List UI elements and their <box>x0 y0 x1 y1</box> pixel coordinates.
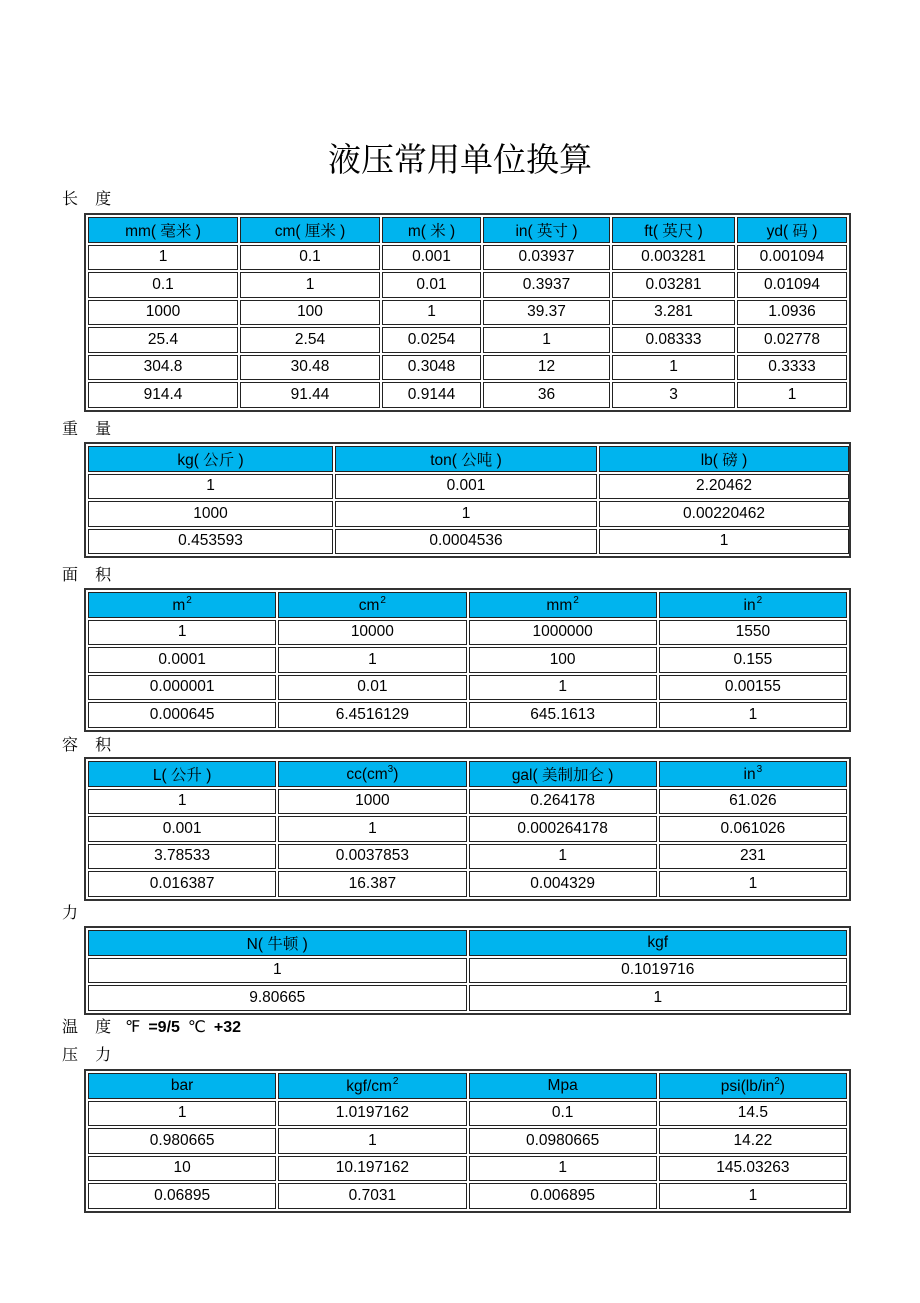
table-cell: 1000000 <box>469 620 657 646</box>
header-cell: $m^2$ <box>88 592 276 618</box>
header-row <box>88 761 847 787</box>
table-cell: 1000 <box>88 501 333 527</box>
header-cell: Mpa <box>469 1073 657 1099</box>
table-cell: 0.0980665 <box>469 1128 657 1154</box>
table-row <box>88 474 849 500</box>
table-cell: 1 <box>469 844 657 870</box>
table-cell: 0.006895 <box>469 1183 657 1209</box>
page-title: 液压常用单位换算 <box>328 140 592 179</box>
table-cell: 0.980665 <box>88 1128 276 1154</box>
temperature-offset: +32 <box>213 1019 242 1036</box>
table-row <box>88 529 849 555</box>
table-cell: 0.264178 <box>469 789 657 815</box>
header-cell: kgf/$cm^2$ <box>278 1073 466 1099</box>
header-cell: kgf <box>469 930 848 956</box>
table-cell: 0.0004536 <box>335 529 597 555</box>
table-cell: 61.026 <box>659 789 847 815</box>
temperature-formula: =9/5 <box>148 1019 180 1036</box>
table-cell: 645.1613 <box>469 702 657 728</box>
table-cell: 0.061026 <box>659 816 847 842</box>
table-cell: 145.03263 <box>659 1156 847 1182</box>
table-cell: 0.0001 <box>88 647 276 673</box>
table-row <box>88 1156 847 1182</box>
header-cell: N( 牛顿 ) <box>88 930 467 956</box>
table-cell: 0.1 <box>88 272 238 298</box>
table-cell: 2.20462 <box>599 474 849 500</box>
table-cell: 231 <box>659 844 847 870</box>
table-cell: 0.001 <box>335 474 597 500</box>
table-cell: 14.22 <box>659 1128 847 1154</box>
table-cell: 0.1 <box>469 1101 657 1127</box>
table-cell: 1 <box>88 958 467 984</box>
length-section-label: 长 度 <box>62 189 118 208</box>
pressure-table <box>86 1071 849 1211</box>
pressure-section-label: 压 力 <box>62 1045 118 1064</box>
table-cell: 10 <box>88 1156 276 1182</box>
table-cell: 1 <box>469 675 657 701</box>
table-cell: 10000 <box>278 620 466 646</box>
table-row <box>88 272 847 298</box>
table-cell: 0.001094 <box>737 245 847 271</box>
table-row <box>88 871 847 897</box>
table-cell: 6.4516129 <box>278 702 466 728</box>
table-cell: 1550 <box>659 620 847 646</box>
table-cell: 0.155 <box>659 647 847 673</box>
table-cell: 0.06895 <box>88 1183 276 1209</box>
force-section-label: 力 <box>62 903 85 922</box>
header-cell: mm( 毫米 ) <box>88 217 238 243</box>
table-cell: 1 <box>483 327 610 353</box>
table-cell: 30.48 <box>240 355 380 381</box>
header-row <box>88 930 847 956</box>
length-table-frame <box>84 213 851 412</box>
pressure-table-frame <box>84 1069 851 1213</box>
table-row <box>88 789 847 815</box>
table-cell: 1 <box>88 474 333 500</box>
header-cell: $cc(cm^3)$ <box>278 761 466 787</box>
table-cell: 1000 <box>278 789 466 815</box>
table-cell: 100 <box>240 300 380 326</box>
header-cell: L( 公升 ) <box>88 761 276 787</box>
table-cell: 25.4 <box>88 327 238 353</box>
celsius-unit: ℃ <box>187 1017 206 1036</box>
table-row <box>88 620 847 646</box>
table-row <box>88 985 847 1011</box>
force-table <box>86 928 849 1013</box>
table-cell: 0.001 <box>88 816 276 842</box>
header-row <box>88 592 847 618</box>
table-cell: 0.000264178 <box>469 816 657 842</box>
table-cell: 16.387 <box>278 871 466 897</box>
header-cell: yd( 码 ) <box>737 217 847 243</box>
header-row <box>88 1073 847 1099</box>
table-cell: 1 <box>659 1183 847 1209</box>
table-cell: 1 <box>612 355 735 381</box>
table-row <box>88 1128 847 1154</box>
table-cell: 1 <box>469 1156 657 1182</box>
table-cell: 0.003281 <box>612 245 735 271</box>
table-cell: 12 <box>483 355 610 381</box>
header-cell: ft( 英尺 ) <box>612 217 735 243</box>
table-cell: 1 <box>88 1101 276 1127</box>
table-cell: 9.80665 <box>88 985 467 1011</box>
table-row <box>88 1101 847 1127</box>
table-row <box>88 844 847 870</box>
table-cell: 1.0936 <box>737 300 847 326</box>
temperature-line <box>62 1014 241 1037</box>
volume-table-frame <box>84 757 851 901</box>
table-cell: 0.01 <box>278 675 466 701</box>
table-cell: 0.0037853 <box>278 844 466 870</box>
table-cell: 36 <box>483 382 610 408</box>
length-table <box>86 215 849 410</box>
table-cell: 0.453593 <box>88 529 333 555</box>
table-row <box>88 501 849 527</box>
table-cell: 1 <box>88 789 276 815</box>
header-row <box>88 446 849 472</box>
table-cell: 91.44 <box>240 382 380 408</box>
header-cell: $psi(lb/in^2)$ <box>659 1073 847 1099</box>
table-row <box>88 327 847 353</box>
header-cell: gal( 美制加仑 ) <box>469 761 657 787</box>
table-cell: 0.02778 <box>737 327 847 353</box>
header-cell: ton( 公吨 ) <box>335 446 597 472</box>
table-cell: 3 <box>612 382 735 408</box>
table-cell: 0.016387 <box>88 871 276 897</box>
weight-section-label: 重 量 <box>62 419 118 438</box>
table-cell: 100 <box>469 647 657 673</box>
table-row <box>88 355 847 381</box>
table-cell: 0.0254 <box>382 327 481 353</box>
table-row <box>88 816 847 842</box>
table-cell: 0.03937 <box>483 245 610 271</box>
header-cell: $cm^2$ <box>278 592 466 618</box>
header-cell: $mm^2$ <box>469 592 657 618</box>
table-cell: 1000 <box>88 300 238 326</box>
table-cell: 1 <box>659 871 847 897</box>
table-row <box>88 382 847 408</box>
header-cell: $in^3$ <box>659 761 847 787</box>
force-table-frame <box>84 926 851 1015</box>
volume-section-label: 容 积 <box>62 735 118 754</box>
table-row <box>88 300 847 326</box>
table-row <box>88 245 847 271</box>
table-cell: 3.281 <box>612 300 735 326</box>
table-cell: 0.03281 <box>612 272 735 298</box>
area-table <box>86 590 849 730</box>
table-cell: 0.00220462 <box>599 501 849 527</box>
header-cell: in( 英寸 ) <box>483 217 610 243</box>
table-cell: 0.01094 <box>737 272 847 298</box>
table-cell: 1 <box>88 620 276 646</box>
table-cell: 0.001 <box>382 245 481 271</box>
header-cell: m( 米 ) <box>382 217 481 243</box>
table-cell: 0.01 <box>382 272 481 298</box>
table-cell: 0.1 <box>240 245 380 271</box>
header-cell: kg( 公斤 ) <box>88 446 333 472</box>
table-cell: 14.5 <box>659 1101 847 1127</box>
table-cell: 2.54 <box>240 327 380 353</box>
table-cell: 1 <box>88 245 238 271</box>
weight-table <box>86 444 851 556</box>
area-table-frame <box>84 588 851 732</box>
table-cell: 1 <box>278 647 466 673</box>
temperature-label: 温 度 <box>62 1017 118 1036</box>
table-cell: 1 <box>240 272 380 298</box>
table-cell: 39.37 <box>483 300 610 326</box>
table-cell: 1 <box>599 529 849 555</box>
table-cell: 0.000001 <box>88 675 276 701</box>
table-cell: 0.08333 <box>612 327 735 353</box>
area-section-label: 面 积 <box>62 565 118 584</box>
table-cell: 1 <box>659 702 847 728</box>
header-row <box>88 217 847 243</box>
header-cell: cm( 厘米 ) <box>240 217 380 243</box>
table-cell: 0.004329 <box>469 871 657 897</box>
table-cell: 0.00155 <box>659 675 847 701</box>
table-row <box>88 958 847 984</box>
table-cell: 1.0197162 <box>278 1101 466 1127</box>
table-cell: 0.3333 <box>737 355 847 381</box>
table-cell: 0.1019716 <box>469 958 848 984</box>
volume-table <box>86 759 849 899</box>
table-row <box>88 702 847 728</box>
table-row <box>88 675 847 701</box>
weight-table-frame <box>84 442 851 558</box>
table-cell: 1 <box>382 300 481 326</box>
table-cell: 0.000645 <box>88 702 276 728</box>
table-cell: 914.4 <box>88 382 238 408</box>
header-cell: lb( 磅 ) <box>599 446 849 472</box>
table-cell: 304.8 <box>88 355 238 381</box>
table-cell: 10.197162 <box>278 1156 466 1182</box>
table-cell: 0.3048 <box>382 355 481 381</box>
table-cell: 1 <box>737 382 847 408</box>
header-cell: $in^2$ <box>659 592 847 618</box>
table-cell: 1 <box>469 985 848 1011</box>
header-cell: bar <box>88 1073 276 1099</box>
table-row <box>88 647 847 673</box>
table-cell: 1 <box>335 501 597 527</box>
fahrenheit-unit: ℉ <box>125 1017 141 1036</box>
table-cell: 3.78533 <box>88 844 276 870</box>
table-cell: 1 <box>278 816 466 842</box>
table-cell: 1 <box>278 1128 466 1154</box>
table-cell: 0.3937 <box>483 272 610 298</box>
table-row <box>88 1183 847 1209</box>
table-cell: 0.9144 <box>382 382 481 408</box>
table-cell: 0.7031 <box>278 1183 466 1209</box>
